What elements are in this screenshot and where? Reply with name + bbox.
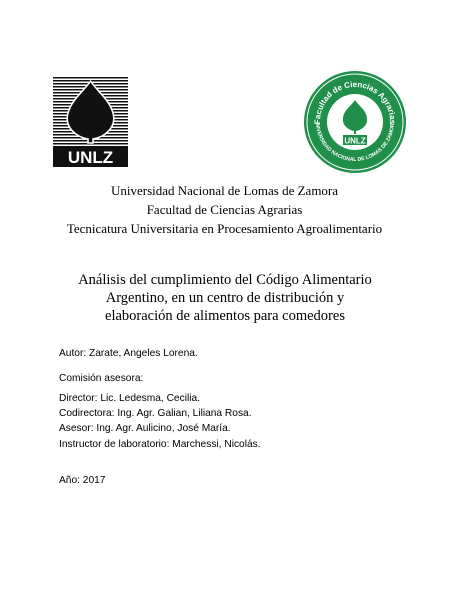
faculty-seal bbox=[303, 70, 407, 174]
faculty-name: Facultad de Ciencias Agrarias bbox=[146, 202, 303, 217]
seal-center-text: UNLZ bbox=[344, 136, 366, 146]
thesis-title-line-2: Argentino, en un centro de distribución y bbox=[105, 290, 345, 306]
thesis-title-line-3: elaboración de alimentos para comedores bbox=[105, 308, 345, 324]
program-name: Tecnicatura Universitaria en Procesamiento Agroalimentario bbox=[66, 221, 383, 236]
unlz-logo bbox=[53, 77, 128, 167]
university-name: Universidad Nacional de Lomas de Zamora bbox=[110, 183, 339, 198]
committee-director: Director: Lic. Ledesma, Cecilia. bbox=[59, 393, 200, 404]
committee-label: Comisión asesora: bbox=[59, 373, 144, 384]
unlz-logo-text: UNLZ bbox=[67, 148, 114, 167]
committee-codirector: Codirectora: Ing. Agr. Galian, Liliana Rosa. bbox=[59, 408, 252, 419]
year-line: Año: 2017 bbox=[59, 475, 106, 486]
committee-advisor: Asesor: Ing. Agr. Aulicino, José María. bbox=[59, 423, 231, 434]
seal-ring-bottom-text: NIVERSIDAD NACIONAL DE LOMAS DE ZAMOR bbox=[313, 123, 397, 163]
committee-lab-instructor: Instructor de laboratorio: Marchessi, Nicolás. bbox=[59, 439, 261, 450]
seal-ring-top-text: Facultad de Ciencias Agrarias bbox=[312, 80, 398, 125]
thesis-title bbox=[40, 271, 410, 325]
author-line: Autor: Zarate, Angeles Lorena. bbox=[59, 348, 198, 359]
thesis-title-line-1: Análisis del cumplimiento del Código Alimentario bbox=[78, 272, 372, 288]
